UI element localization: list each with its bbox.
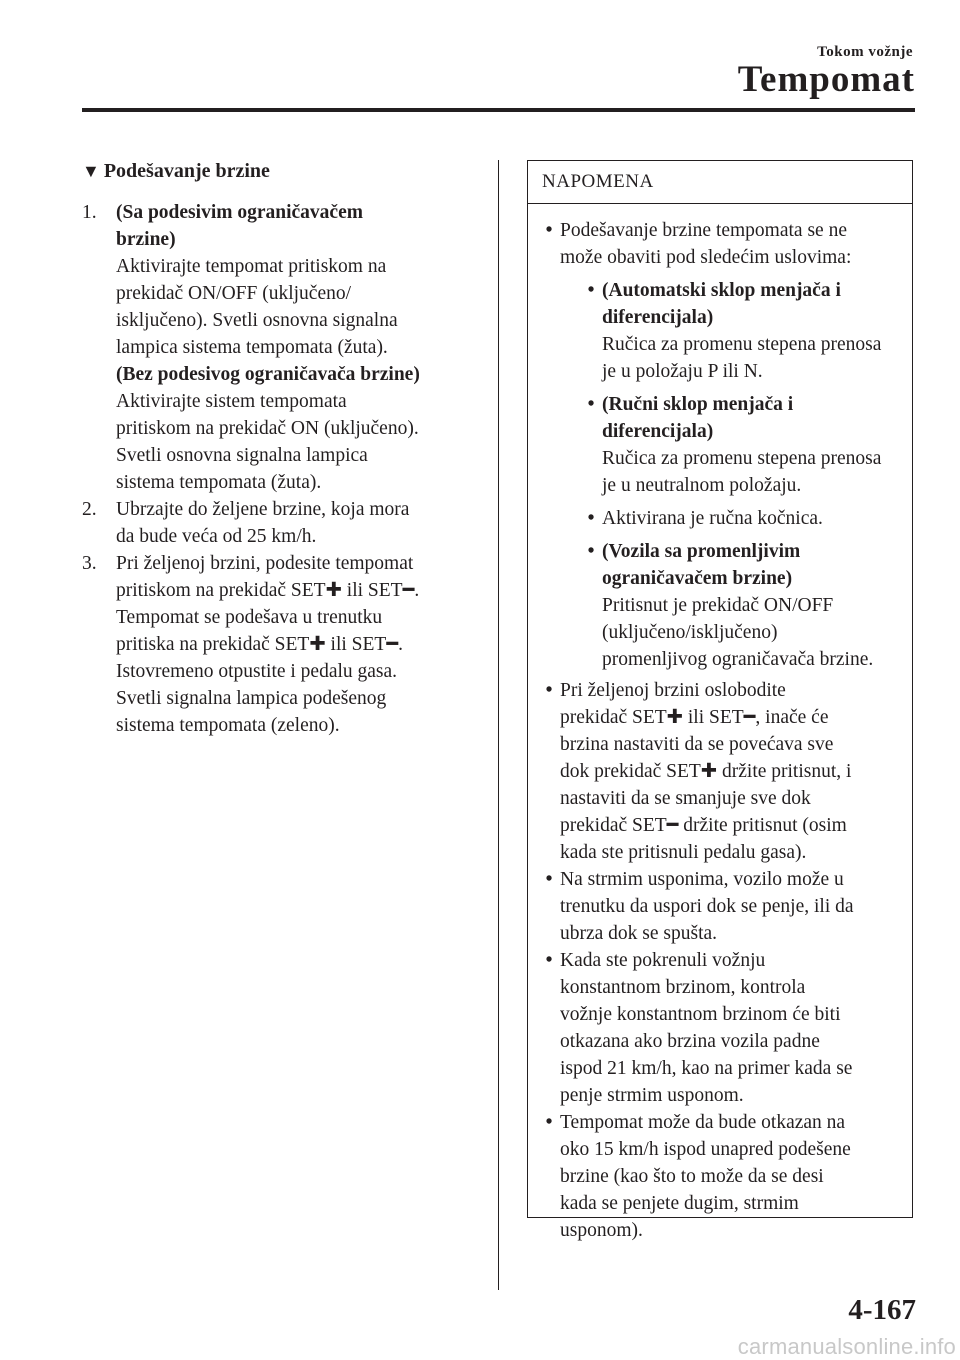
note-line: konstantnom brzinom, kontrola	[560, 977, 806, 998]
note-item-body	[560, 677, 902, 866]
step-line: pritiskom na prekidač SET✚ ili SET━.	[116, 580, 420, 601]
step-line: pritiskom na prekidač ON (uključeno).	[116, 418, 419, 439]
note-subitem	[580, 538, 902, 673]
note-line: Aktivirana je ručna kočnica.	[602, 508, 823, 529]
section-title: Tokom vožnje	[817, 44, 913, 60]
note-line: je u neutralnom položaju.	[602, 475, 802, 496]
bullet-icon: •	[587, 508, 595, 529]
step-line: Istovremeno otpustite i pedalu gasa.	[116, 661, 398, 682]
note-subitem-body	[602, 505, 902, 532]
note-line: može obaviti pod sledećim uslovima:	[560, 247, 852, 268]
page-number: 4-167	[848, 1294, 916, 1326]
step-line: Pri željenoj brzini, podesite tempomat	[116, 553, 414, 574]
step-line: Svetli signalna lampica podešenog	[116, 688, 387, 709]
note-line: penje strmim usponom.	[560, 1085, 744, 1106]
note-line: vožnje konstantnom brzinom će biti	[560, 1004, 841, 1025]
note-item	[538, 1109, 902, 1244]
triangle-marker-icon: ▼	[82, 161, 100, 181]
note-subitem	[580, 391, 902, 499]
note-line: Ručica za promenu stepena prenosa	[602, 334, 882, 355]
note-line: kada ste pritisnuli pedalu gasa).	[560, 842, 807, 863]
note-item	[538, 947, 902, 1109]
step-line: Aktivirajte tempomat pritiskom na	[116, 256, 387, 277]
section-heading-text: Podešavanje brzine	[103, 160, 270, 182]
bullet-icon: •	[545, 220, 553, 241]
step-body	[116, 496, 474, 550]
chapter-title: Tempomat	[737, 59, 915, 100]
step-line: isključeno). Svetli osnovna signalna	[116, 310, 398, 331]
step-body	[116, 199, 474, 496]
step-line: Tempomat se podešava u trenutku	[116, 607, 383, 628]
note-line: dok prekidač SET✚ držite pritisnut, i	[560, 761, 852, 782]
step-list	[82, 199, 474, 739]
note-item-body	[560, 217, 902, 677]
step-line: sistema tempomata (zeleno).	[116, 715, 340, 736]
note-line: prekidač SET━ držite pritisnut (osim	[560, 815, 847, 836]
note-item-body	[560, 1109, 902, 1244]
note-subitem-body	[602, 391, 902, 499]
step-item	[82, 496, 474, 550]
note-line: kada se penjete dugim, strmim	[560, 1193, 799, 1214]
note-subheading: diferencijala)	[602, 421, 714, 442]
note-line: Pritisnut je prekidač ON/OFF	[602, 595, 834, 616]
note-subitem	[580, 505, 902, 532]
note-line: Kada ste pokrenuli vožnju	[560, 950, 766, 971]
column-divider	[498, 160, 499, 1290]
step-subheading: (Sa podesivim ograničavačem	[116, 202, 363, 223]
note-box	[527, 160, 913, 1241]
step-number: 1.	[82, 202, 97, 223]
note-line: promenljivog ograničavača brzine.	[602, 649, 874, 670]
step-body	[116, 550, 474, 739]
bullet-icon: •	[587, 541, 595, 562]
step-subheading: (Bez podesivog ograničavača brzine)	[116, 364, 420, 385]
step-line: Ubrzajte do željene brzine, koja mora	[116, 499, 410, 520]
note-subheading: (Vozila sa promenljivim	[602, 541, 801, 562]
left-column	[82, 158, 474, 739]
note-line: je u položaju P ili N.	[602, 361, 763, 382]
step-subheading: brzine)	[116, 229, 176, 250]
note-subitem	[580, 277, 902, 385]
note-line: otkazana ako brzina vozila padne	[560, 1031, 820, 1052]
note-subheading: ograničavačem brzine)	[602, 568, 793, 589]
step-line: prekidač ON/OFF (uključeno/	[116, 283, 352, 304]
note-line: nastaviti da se smanjuje sve dok	[560, 788, 811, 809]
bullet-icon: •	[545, 680, 553, 701]
step-line: pritiska na prekidač SET✚ ili SET━.	[116, 634, 403, 655]
bullet-icon: •	[545, 869, 553, 890]
step-number: 2.	[82, 499, 97, 520]
note-subitem-body	[602, 538, 902, 673]
note-line: Na strmim usponima, vozilo može u	[560, 869, 844, 890]
header-rule	[82, 108, 915, 112]
note-line: ispod 21 km/h, kao na primer kada se	[560, 1058, 853, 1079]
note-item	[538, 866, 902, 947]
bullet-icon: •	[545, 1112, 553, 1133]
note-line: usponom).	[560, 1220, 643, 1241]
note-line: oko 15 km/h ispod unapred podešene	[560, 1139, 851, 1160]
bullet-icon: •	[587, 394, 595, 415]
note-item	[538, 217, 902, 677]
note-title: NAPOMENA	[528, 161, 912, 204]
step-line: Svetli osnovna signalna lampica	[116, 445, 368, 466]
note-item-body	[560, 866, 902, 947]
note-item	[538, 677, 902, 866]
step-line: da bude veća od 25 km/h.	[116, 526, 317, 547]
note-line: Ručica za promenu stepena prenosa	[602, 448, 882, 469]
note-line: brzina nastaviti da se povećava sve	[560, 734, 834, 755]
note-list	[528, 204, 912, 1244]
step-line: lampica sistema tempomata (žuta).	[116, 337, 388, 358]
note-line: Pri željenoj brzini oslobodite	[560, 680, 786, 701]
note-subheading: diferencijala)	[602, 307, 714, 328]
note-line: brzine (kao što to može da se desi	[560, 1166, 824, 1187]
step-item	[82, 550, 474, 739]
watermark-url: carmanualsonline.info	[737, 1334, 956, 1359]
note-item-body	[560, 947, 902, 1109]
note-subheading: (Automatski sklop menjača i	[602, 280, 841, 301]
step-line: sistema tempomata (žuta).	[116, 472, 322, 493]
bullet-icon: •	[587, 280, 595, 301]
note-line: trenutku da uspori dok se penje, ili da	[560, 896, 854, 917]
note-line: Podešavanje brzine tempomata se ne	[560, 220, 847, 241]
step-number: 3.	[82, 553, 97, 574]
note-line: prekidač SET✚ ili SET━, inače će	[560, 707, 829, 728]
note-subitem-body	[602, 277, 902, 385]
section-heading	[82, 158, 474, 185]
note-line: ubrza dok se spušta.	[560, 923, 718, 944]
note-subheading: (Ručni sklop menjača i	[602, 394, 794, 415]
bullet-icon: •	[545, 950, 553, 971]
step-item	[82, 199, 474, 496]
step-line: Aktivirajte sistem tempomata	[116, 391, 347, 412]
note-line: Tempomat može da bude otkazan na	[560, 1112, 846, 1133]
note-line: (uključeno/isključeno)	[602, 622, 778, 643]
